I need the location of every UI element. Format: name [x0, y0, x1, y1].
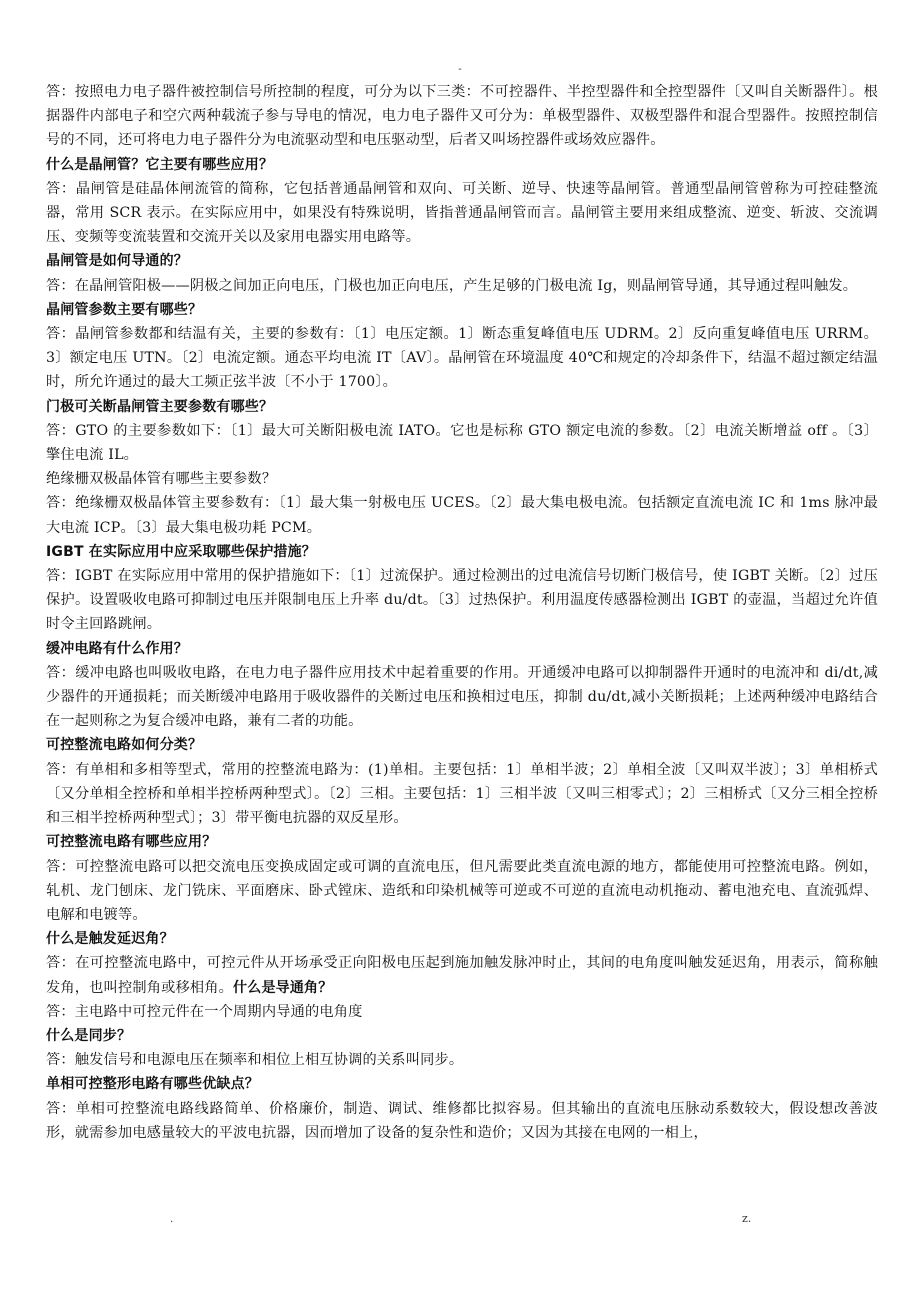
answer-paragraph: 答：主电路中可控元件在一个周期内导通的电角度	[46, 1003, 363, 1020]
question-heading: 单相可控整形电路有哪些优缺点？	[46, 1076, 259, 1093]
answer-paragraph: 答：绝缘栅双极晶体管主要参数有：〔1〕最大集一射极电压 UCES。〔2〕最大集电极电流。包括额定直流电流 IC 和 1ms 脉冲最大电流 ICP。〔3〕最大集电极功耗 PCM。	[46, 495, 878, 536]
footer-left-mark: .	[170, 1214, 174, 1225]
answer-paragraph: 答：IGBT 在实际应用中常用的保护措施如下：〔1〕过流保护。通过检测出的过电流信号切断门极信号，使 IGBT 关断。〔2〕过压保护。设置吸收电路可抑制过电压并限制电压上升率 du/dt。〔3〕过热保护。利用温度传感器检测出 IGBT 的壶温，当超过允许值时令主回路跳闸。	[46, 568, 878, 633]
question-heading: 什么是晶闸管？它主要有哪些应用？	[46, 156, 274, 173]
answer-paragraph	[46, 951, 878, 999]
answer-paragraph: 答：晶闸管是硅晶体闸流管的简称，它包括普通晶闸管和双向、可关断、逆导、快速等晶闸管。普通型晶闸管曾称为可控硅整流器，常用 SCR 表示。在实际应用中，如果没有特殊说明，皆指普通晶闸管而言。晶闸管主要用来组成整流、逆变、斩波、交流调压、变频等变流装置和交流开关以及家用电器实用电路等。	[46, 180, 878, 246]
answer-paragraph: 答：在晶闸管阳极——阴极之间加正向电压，门极也加正向电压，产生足够的门极电流 Ig，则晶闸管导通，其导通过程叫触发。	[46, 277, 858, 294]
answer-paragraph: 答：可控整流电路可以把交流电压变换成固定或可调的直流电压，但凡需要此类直流电源的地方，都能使用可控整流电路。例如，轧机、龙门刨床、龙门铣床、平面磨床、卧式镗床、造纸和印染机械等可逆或不可逆的直流电动机拖动、蓄电池充电、直流弧焊、电解和电镀等。	[46, 858, 878, 923]
footer-right-mark: z.	[742, 1212, 752, 1225]
question-heading: 缓冲电路有什么作用？	[46, 640, 188, 657]
question-heading: 门极可关断晶闸管主要参数有哪些？	[46, 398, 274, 415]
answer-paragraph: 答：按照电力电子器件被控制信号所控制的程度，可分为以下三类：不可控器件、半控型器件和全控型器件〔又叫自关断器件〕。根据器件内部电子和空穴两种载流子参与导电的情况，电力电子器件又可分为：单极型器件、双极型器件和混合型器件。按照控制信号的不同，还可将电力电子器件分为电流驱动型和电压驱动型，后者又叫场控器件或场效应器件。	[46, 84, 878, 149]
answer-text: 答：在可控整流电路中，可控元件从开场承受正向阳极电压起到施加触发脉冲时止，其间的电角度叫触发延迟角，用表示，简称触发角，也叫控制角或移相角。	[46, 955, 878, 996]
question-heading: 晶闸管是如何导通的？	[46, 253, 188, 270]
question-heading: IGBT 在实际应用中应采取哪些保护措施？	[46, 543, 316, 560]
answer-paragraph: 答：触发信号和电源电压在频率和相位上相互协调的关系叫同步。	[46, 1052, 464, 1069]
question-heading: 可控整流电路有哪些应用？	[46, 834, 217, 851]
answer-paragraph: 答：GTO 的主要参数如下：〔1〕最大可关断阳极电流 IATO。它也是标称 GTO 额定电流的参数。〔2〕电流关断增益 off 。〔3〕擎住电流 IL。	[46, 422, 878, 464]
inline-question: 什么是导通角？	[233, 979, 333, 996]
question-heading: 晶闸管参数主要有哪些？	[46, 301, 203, 318]
question-heading: 什么是触发延迟角？	[46, 931, 174, 948]
question-heading: 绝缘栅双极晶体管有哪些主要参数？	[46, 471, 277, 488]
answer-paragraph: 答：单相可控整流电路线路简单、价格廉价，制造、调试、维修都比拟容易。但其输出的直流电压脉动系数较大，假设想改善波形，就需参加电感量较大的平波电抗器，因而增加了设备的复杂性和造价；又因为其接在电网的一相上，	[46, 1100, 878, 1141]
qa-content	[46, 80, 878, 1145]
answer-paragraph: 答：有单相和多相等型式，常用的控整流电路为：(1)单相。主要包括：1〕单相半波；2〕单相全波〔又叫双半波〕；3〕单相桥式〔又分单相全控桥和单相半控桥两种型式〕。〔2〕三相。主要包括：1〕三相半波〔又叫三相零式〕；2〕三相桥式〔又分三相全控桥和三相半控桥两种型式〕；3〕带平衡电抗器的双反星形。	[46, 761, 878, 827]
answer-paragraph: 答：晶闸管参数都和结温有关，主要的参数有：〔1〕电压定额。1〕断态重复峰值电压 UDRM。2〕反向重复峰值电压 URRM。3〕额定电压 UTN。〔2〕电流定额。通态平均电流 IT〔AV〕。晶闸管在环境温度 40℃和规定的冷却条件下，结温不超过额定结温时，所允许通过的最大工频正弦半波〔不小于 1700〕。	[46, 326, 878, 391]
question-heading: 什么是同步？	[46, 1027, 132, 1044]
header-mark: -	[458, 64, 462, 75]
question-heading: 可控整流电路如何分类？	[46, 737, 203, 754]
answer-paragraph: 答：缓冲电路也叫吸收电路，在电力电子器件应用技术中起着重要的作用。开通缓冲电路可以抑制器件开通时的电流冲和 di/dt,减少器件的开通损耗；而关断缓冲电路用于吸收器件的关断过电压和换相过电压，抑制 du/dt,减小关断损耗；上述两种缓冲电路结合在一起则称之为复合缓冲电路，兼有二者的功能。	[46, 664, 878, 730]
